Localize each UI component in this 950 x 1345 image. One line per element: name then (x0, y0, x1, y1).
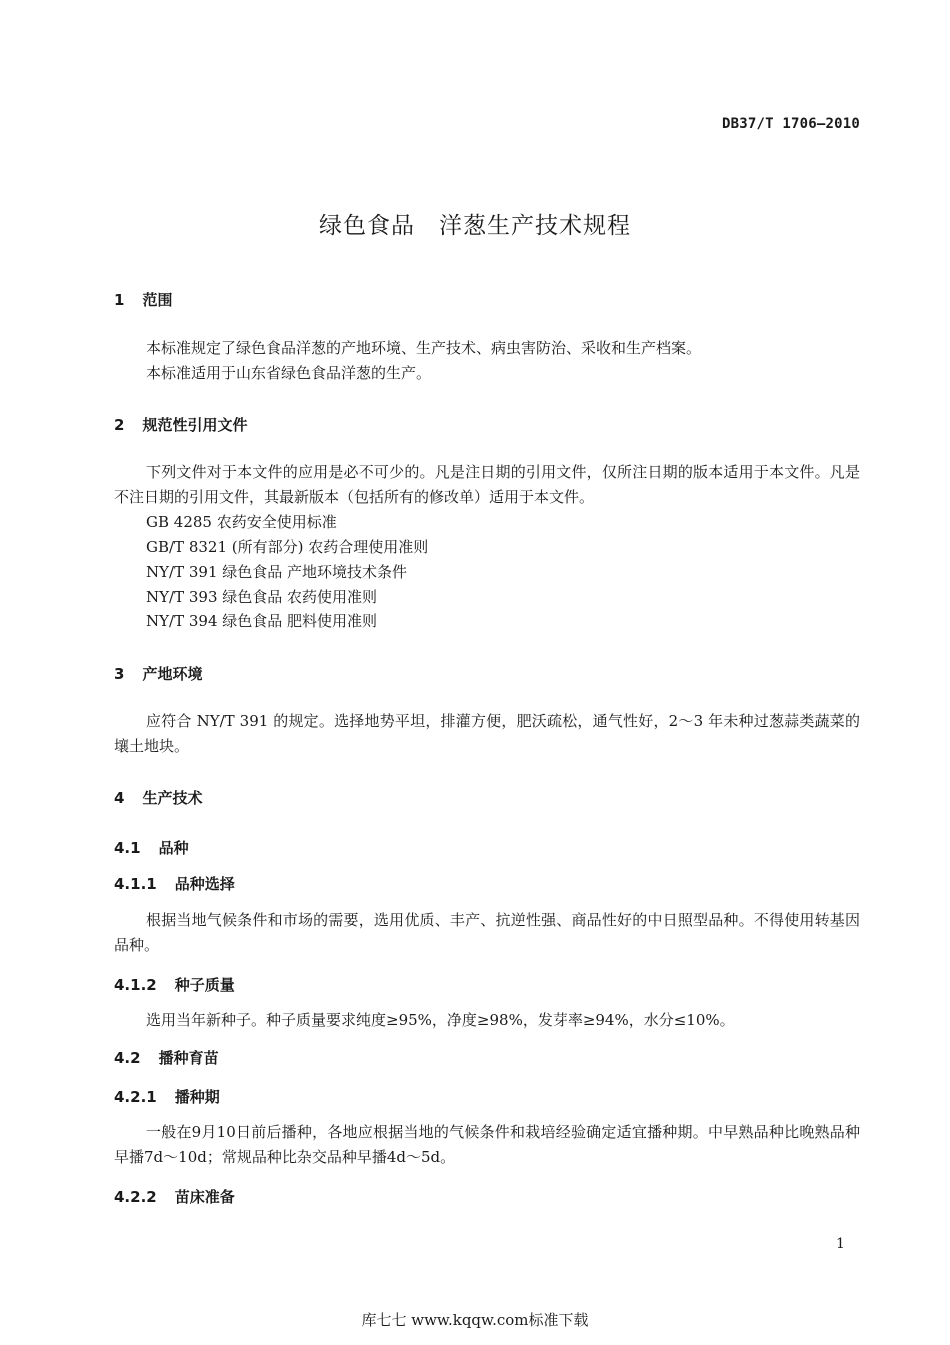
title-part-1: 绿色食品 (319, 213, 415, 239)
section-title: 种子质量 (174, 976, 235, 994)
section-title: 播种期 (174, 1088, 220, 1106)
section-1-paragraph-1: 本标准规定了绿色食品洋葱的产地环境、生产技术、病虫害防治、采收和生产档案。 (146, 339, 702, 357)
section-4-2-2-heading (114, 1186, 235, 1207)
section-4-2-1-paragraph-1: 一般在9月10日前后播种，各地应根据当地的气候条件和栽培经验确定适宜播种期。中早熟品种比晚熟品种早播7d～10d；常规品种比杂交品种早播4d～5d。 (114, 1123, 860, 1166)
section-4-1-1-paragraph-1: 根据当地气候条件和市场的需要，选用优质、丰产、抗逆性强、商品性好的中日照型品种。不得使用转基因品种。 (114, 911, 860, 954)
section-4-2-heading (114, 1047, 219, 1068)
section-number: 4.1 (114, 839, 141, 857)
section-4-1-2-heading (114, 974, 235, 995)
section-number: 4.2.1 (114, 1088, 157, 1106)
section-4-1-2-paragraph-1: 选用当年新种子。种子质量要求纯度≥95%，净度≥98%，发芽率≥94%，水分≤10%。 (146, 1011, 735, 1029)
reference-item: NY/T 394 绿色食品 肥料使用准则 (146, 612, 378, 630)
section-2-paragraph-1: 下列文件对于本文件的应用是必不可少的。凡是注日期的引用文件，仅所注日期的版本适用于本文件。凡是不注日期的引用文件，其最新版本（包括所有的修改单）适用于本文件。 (114, 463, 860, 506)
section-3-paragraph-1: 应符合 NY/T 391 的规定。选择地势平坦，排灌方便，肥沃疏松，通气性好，2～3 年未种过葱蒜类蔬菜的壤土地块。 (114, 712, 860, 755)
section-2-heading (114, 414, 247, 435)
section-number: 4 (114, 789, 125, 807)
standard-code: DB37/T 1706—2010 (721, 116, 860, 132)
section-number: 4.2.2 (114, 1188, 157, 1206)
footer-watermark: 库七七 www.kqqw.com标准下载 (361, 1311, 589, 1329)
document-title (0, 207, 950, 240)
section-title: 品种选择 (174, 875, 235, 893)
reference-item: GB 4285 农药安全使用标准 (146, 513, 337, 531)
section-title: 苗床准备 (174, 1188, 235, 1206)
section-4-2-1-heading (114, 1086, 220, 1107)
reference-item: NY/T 393 绿色食品 农药使用准则 (146, 588, 378, 606)
section-number: 4.1.2 (114, 976, 157, 994)
reference-item: GB/T 8321 (所有部分) 农药合理使用准则 (146, 538, 429, 556)
section-title: 范围 (142, 291, 173, 309)
section-number: 4.2 (114, 1049, 141, 1067)
page-number: 1 (836, 1236, 845, 1252)
section-number: 1 (114, 291, 125, 309)
section-4-1-1-heading (114, 873, 235, 894)
section-4-1-heading (114, 837, 189, 858)
section-title: 规范性引用文件 (142, 416, 248, 434)
section-number: 4.1.1 (114, 875, 157, 893)
section-title: 播种育苗 (158, 1049, 219, 1067)
section-title: 品种 (158, 839, 189, 857)
section-1-heading (114, 289, 172, 310)
section-number: 2 (114, 416, 125, 434)
section-1-paragraph-2: 本标准适用于山东省绿色食品洋葱的生产。 (146, 364, 432, 382)
title-part-2: 洋葱生产技术规程 (439, 213, 631, 239)
reference-item: NY/T 391 绿色食品 产地环境技术条件 (146, 563, 408, 581)
section-4-heading (114, 787, 202, 808)
section-title: 生产技术 (142, 789, 203, 807)
section-3-heading (114, 663, 202, 684)
section-number: 3 (114, 665, 125, 683)
section-title: 产地环境 (142, 665, 203, 683)
